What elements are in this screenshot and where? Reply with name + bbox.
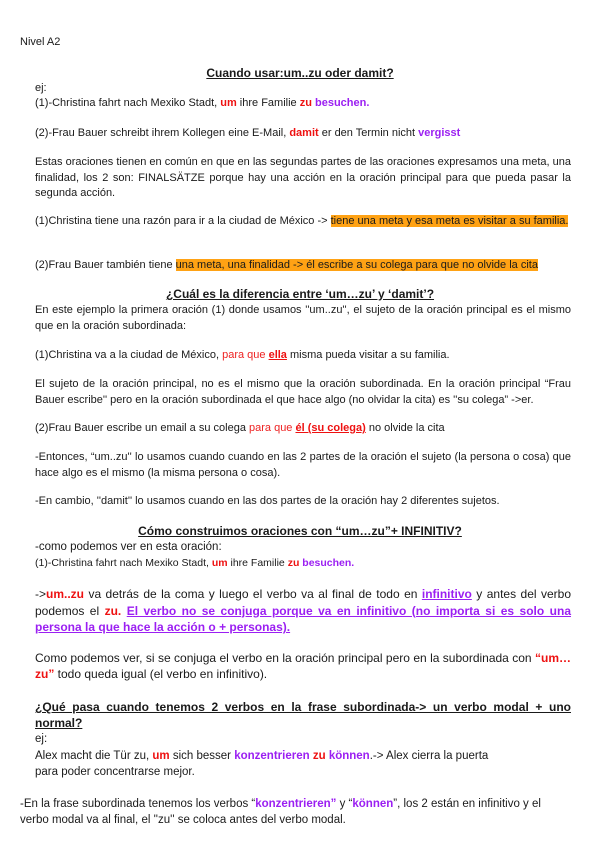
section-title-construction: Cómo construimos oraciones con “um…zu”+ INFINITIV? bbox=[138, 524, 462, 538]
keyword-um: um bbox=[220, 97, 237, 109]
verb: vergisst bbox=[418, 127, 461, 139]
text: ihre Familie bbox=[236, 97, 300, 109]
verb: konzentrieren” bbox=[255, 798, 337, 810]
rule-emphasis: El verbo no se conjuga porque va en infinitivo (no importa si es solo una persona la que hace la acción o + personas). bbox=[35, 603, 571, 634]
comment-2 bbox=[35, 258, 571, 274]
subject: él (su colega) bbox=[295, 422, 366, 434]
paragraph bbox=[35, 650, 571, 682]
paragraph bbox=[20, 796, 565, 828]
paragraph: -En cambio, ''damit'' lo usamos cuando en las dos partes de la oración hay 2 diferentes sujetos. bbox=[35, 495, 500, 507]
text: sich besser bbox=[169, 750, 235, 762]
keyword-um: um bbox=[152, 750, 170, 762]
keyword-um: um bbox=[211, 557, 228, 569]
text: va detrás de la coma y luego el verbo va al final de todo en bbox=[84, 587, 422, 601]
example-2 bbox=[35, 126, 571, 142]
level-label: Nivel A2 bbox=[20, 36, 61, 48]
text: misma pueda visitar a su familia. bbox=[286, 349, 450, 361]
keyword-zu: zu. bbox=[104, 603, 122, 618]
subject: ella bbox=[268, 349, 287, 361]
text: (2)Frau Bauer escribe un email a su colega bbox=[35, 422, 249, 434]
example-1 bbox=[35, 96, 571, 112]
text: -> bbox=[35, 587, 47, 601]
text: todo queda igual (el verbo en infinitivo). bbox=[54, 667, 268, 681]
explanation-paragraph: Estas oraciones tienen en común en que en las segundas partes de las oraciones expresamos una meta, una finalidad, los 2 son: FINALSÄTZE porque hay una acción en la oración principal para que pueda pasar la segunda acción. bbox=[35, 156, 571, 199]
keyword-damit: damit bbox=[289, 127, 319, 139]
text: .-> Alex cierra la puerta para poder concentrarse mejor. bbox=[35, 750, 489, 778]
intro: -como podemos ver en esta oración: bbox=[35, 541, 222, 553]
verb: konzentrieren bbox=[234, 750, 310, 762]
rule-paragraph bbox=[35, 586, 571, 636]
keyword-zu: zu bbox=[309, 750, 326, 762]
keyword-infinitivo: infinitivo bbox=[421, 587, 472, 601]
text: (1)-Christina fahrt nach Mexiko Stadt, bbox=[35, 557, 212, 569]
keyword: “um…zu” bbox=[35, 651, 571, 681]
keyword: para que bbox=[222, 349, 269, 361]
paragraph: El sujeto de la oración principal, no es el mismo que la oración subordinada. En la oración principal “Frau Bauer escribe'' pero en la oración subordinada el que hace algo (no olvidar la cita) es ''su colega” ->er. bbox=[35, 378, 571, 406]
section-title-usage: Cuando usar:um..zu oder damit? bbox=[206, 66, 394, 80]
section-title-difference: ¿Cuál es la diferencia entre ‘um…zu’ y ‘damit’? bbox=[165, 287, 435, 301]
paragraph: -Entonces, “um..zu'' lo usamos cuando cuando en las 2 partes de la oración el sujeto (la persona o cosa) que hace algo es el mismo (la misma persona o cosa). bbox=[35, 451, 571, 479]
text: ihre Familie bbox=[227, 557, 288, 569]
highlighted-text: una meta, una finalidad -> él escribe a su colega para que no olvide la cita bbox=[175, 259, 538, 271]
example-1 bbox=[35, 348, 571, 364]
modal-verb: können bbox=[325, 750, 370, 762]
comment-1 bbox=[35, 214, 571, 230]
text: (1)-Christina fahrt nach Mexiko Stadt, bbox=[35, 97, 221, 109]
highlighted-text: tiene una meta y esa meta es visitar a su familia. bbox=[330, 215, 569, 227]
text: Alex macht die Tür zu, bbox=[35, 750, 153, 762]
text: y “ bbox=[336, 798, 353, 810]
keyword: para que bbox=[249, 422, 296, 434]
keyword-zu: zu bbox=[299, 97, 312, 109]
keyword-zu: zu bbox=[287, 557, 300, 569]
example-label: ej: bbox=[35, 82, 47, 94]
text: no olvide la cita bbox=[365, 422, 445, 434]
verb: besuchen. bbox=[311, 97, 370, 109]
keyword: um..zu bbox=[46, 587, 85, 601]
text: (1)Christina va a la ciudad de México, bbox=[35, 349, 223, 361]
text: (1)Christina tiene una razón para ir a la ciudad de México -> bbox=[35, 215, 331, 227]
modal-verb: können bbox=[352, 798, 394, 810]
example bbox=[35, 556, 571, 572]
text: y antes del verbo podemos el bbox=[35, 587, 571, 618]
verb: besuchen. bbox=[299, 557, 355, 569]
text: ”, los 2 están en infinitivo y el verbo modal va al final, el ''zu'' se coloca antes del verbo modal. bbox=[20, 798, 541, 826]
example-2 bbox=[35, 421, 571, 437]
paragraph: En este ejemplo la primera oración (1) donde usamos ''um..zu'', el sujeto de la oración principal es el mismo que en la oración subordinada: bbox=[35, 304, 571, 332]
text: er den Termin nicht bbox=[318, 127, 419, 139]
text: -En la frase subordinada tenemos los verbos “ bbox=[20, 798, 256, 810]
text: (2)-Frau Bauer schreibt ihrem Kollegen eine E-Mail, bbox=[35, 127, 290, 139]
example-label: ej: bbox=[35, 733, 48, 745]
example bbox=[35, 748, 495, 780]
text: Como podemos ver, si se conjuga el verbo en la oración principal pero en la subordinada con bbox=[35, 651, 535, 665]
section-title-modal: ¿Qué pasa cuando tenemos 2 verbos en la frase subordinada-> un verbo modal + uno normal? bbox=[35, 700, 571, 730]
text: (2)Frau Bauer también tiene bbox=[35, 259, 176, 271]
